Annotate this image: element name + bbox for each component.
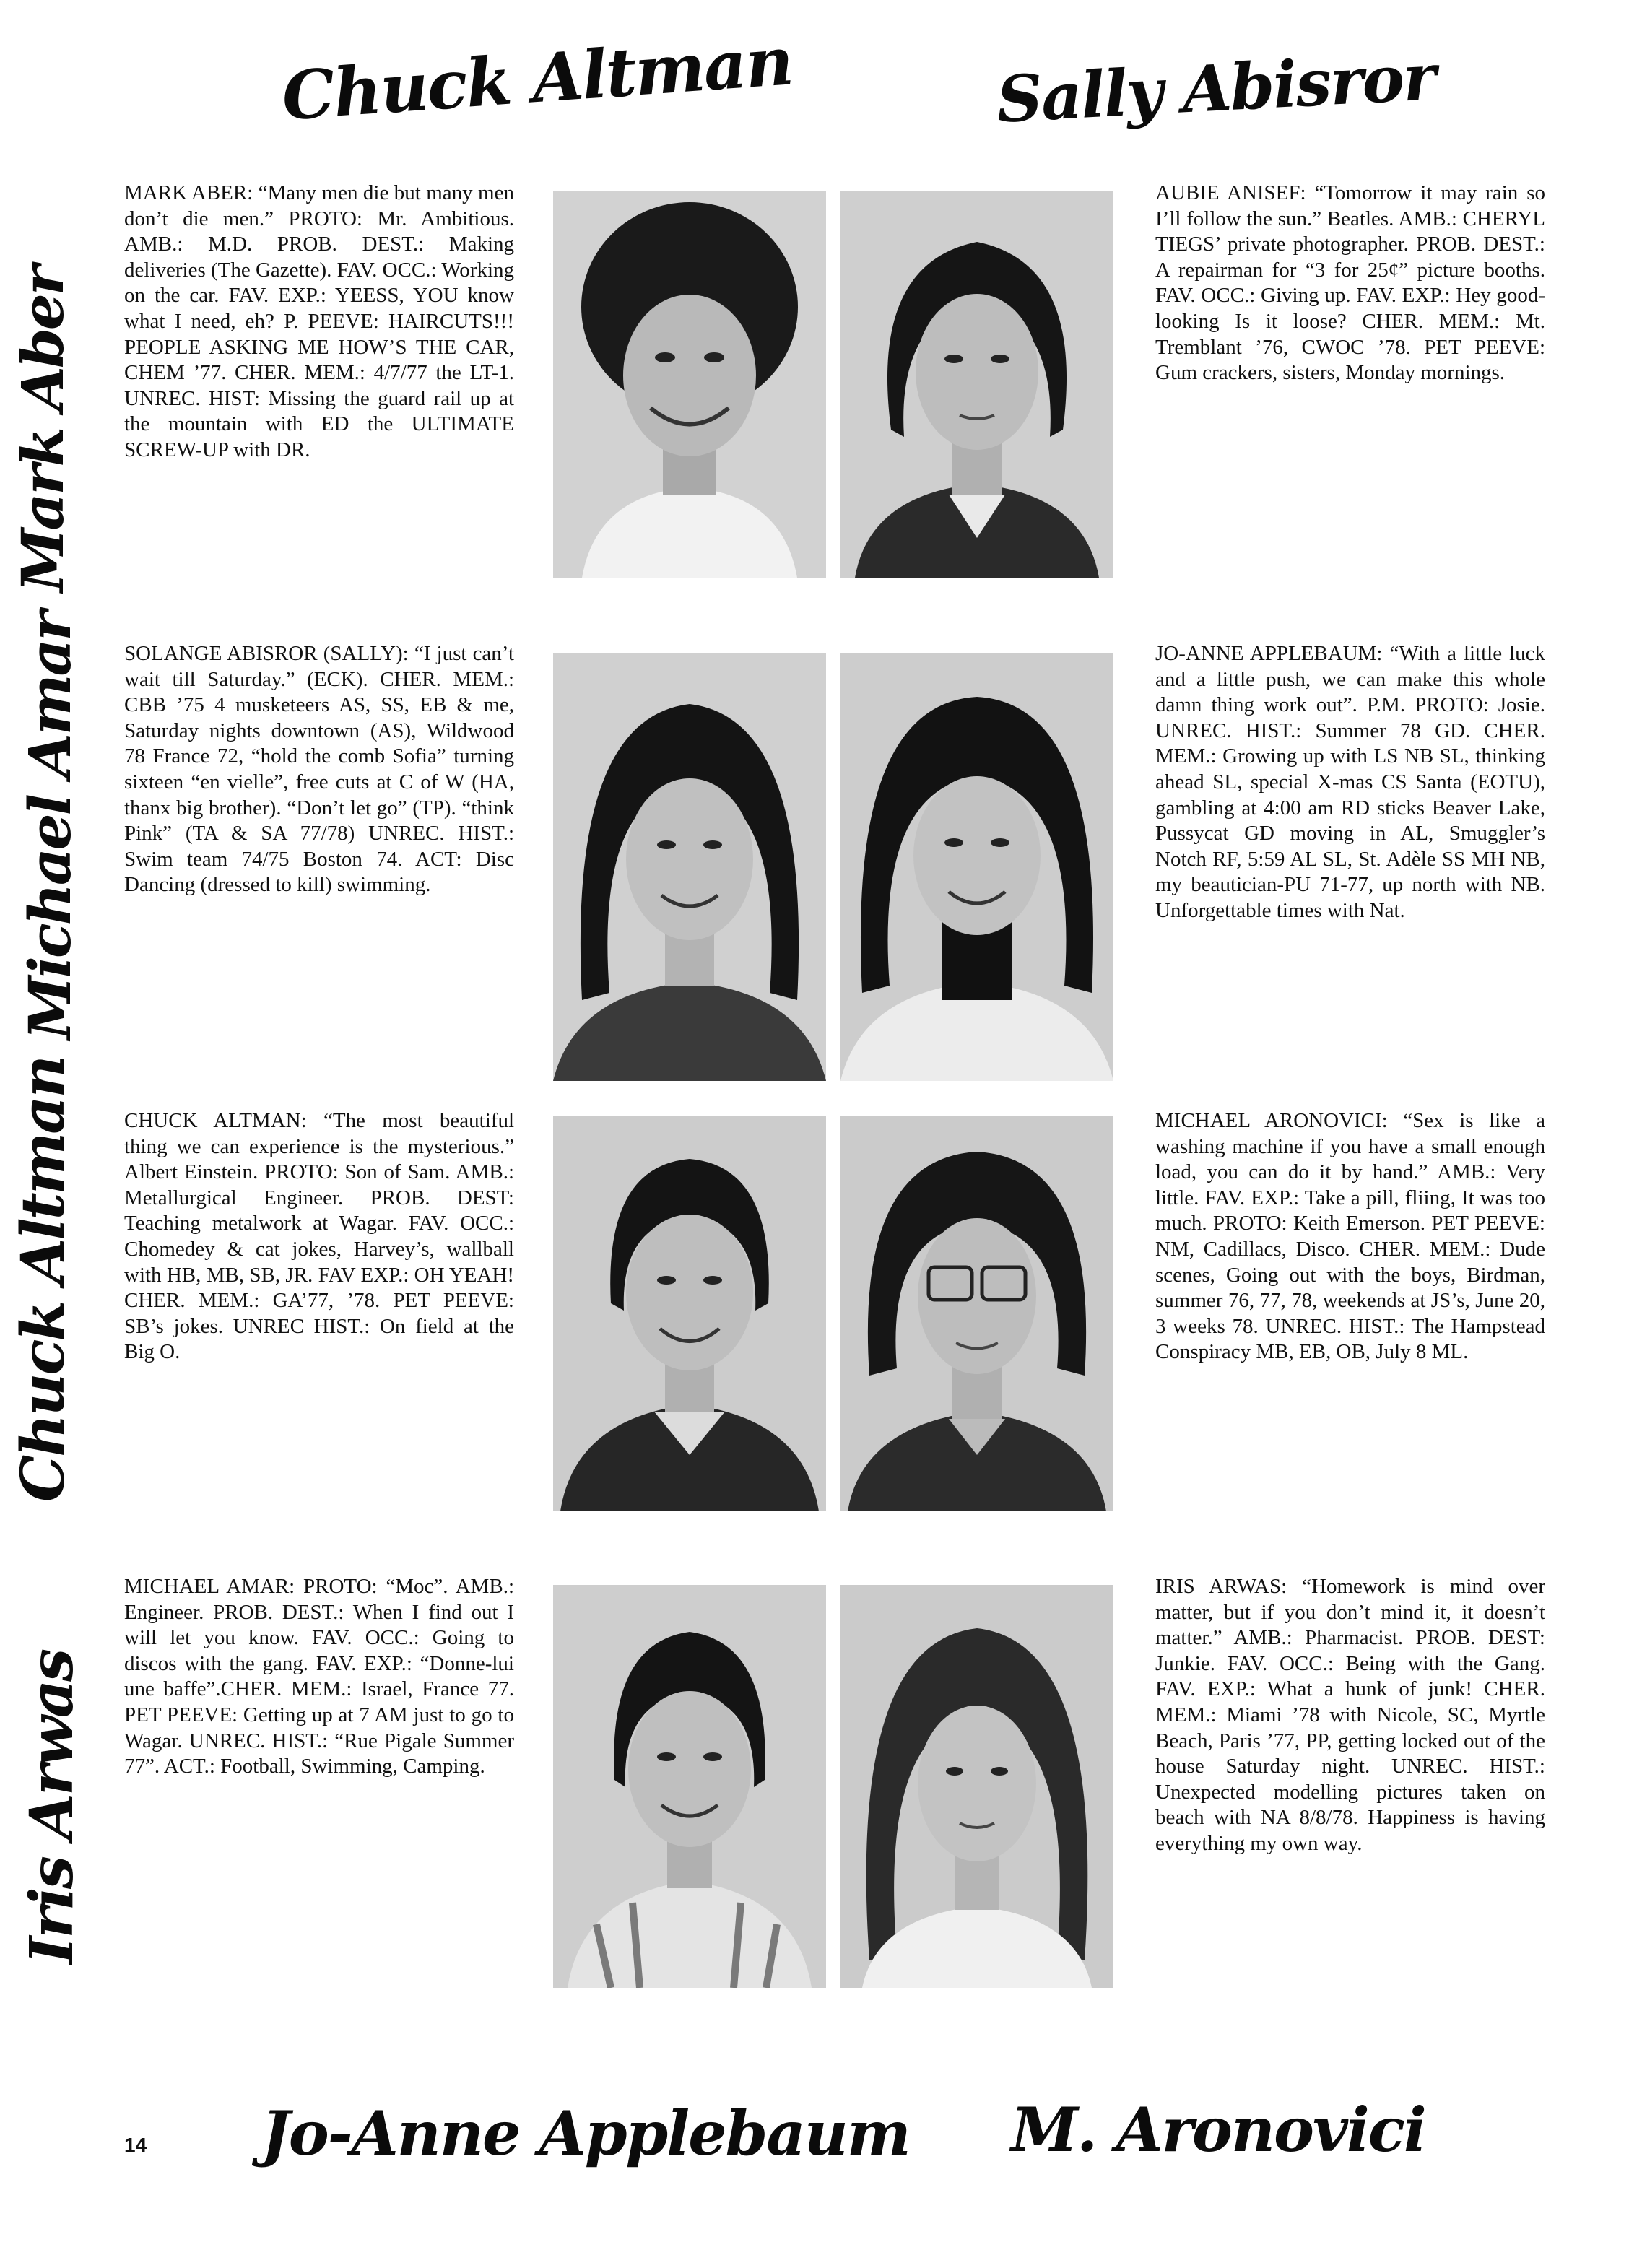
bio-michael-aronovici: MICHAEL ARONOVICI: “Sex is like a washing machine if you have a small enough load, you can do it by hand.” AMB.: Very little. FAV. EXP.: Take a pill, fliing, It was too much. PROTO: Keith Emerson. PET PEEVE: NM, Cadillacs, Disco. CHER. MEM.: Dude scenes, Going out with the boys, Birdman, summer 76, 77, 78, weekends at JS’s, June 20, 3 weeks 78. UNREC. HIST.: The Hampstead Conspiracy MB, EB, OB, July 8 ML. xyxy=(1155,1109,1545,1364)
signature-top-left: Chuck Altman xyxy=(279,22,795,136)
bio-iris-arwas: IRIS ARWAS: “Homework is mind over matter, but if you don’t mind it, it doesn’t matter.” AMB.: Pharmacist. PROB. DEST: Junkie. FAV. OCC.: Being with the Gang. FAV. EXP.: What a hunk of junk! CHER. MEM.: Miami ’78 with Nicole, SC, Myrtle Beach, Paris ’77, PP, getting locked out of the house Saturday night. UNREC. HIST.: Unexpected modelling pictures taken on beach with NA 8/8/78. Happiness is having everything my own way. xyxy=(1155,1575,1545,1855)
portrait-michael-aronovici xyxy=(840,1116,1113,1511)
signature-side-2: Michael Amar xyxy=(16,612,84,1040)
portrait-aubie-anisef xyxy=(840,191,1113,578)
portrait-michael-amar xyxy=(553,1585,826,1988)
signature-side-3: Chuck Altman xyxy=(9,1057,78,1502)
bio-chuck-altman: CHUCK ALTMAN: “The most beautiful thing we can experience is the mysterious.” Albert Einstein. PROTO: Son of Sam. AMB.: Metallurgical Engineer. PROB. DEST: Teaching metalwork at Wagar. FAV. OCC.: Chomedey & cat jokes, Harvey’s, wallball with HB, MB, SB, JR. FAV EXP.: OH YEAH! CHER. MEM.: GA’77, ’78. PET PEEVE: SB’s jokes. UNREC HIST.: On field at the Big O. xyxy=(124,1109,514,1364)
bio-mark-aber: MARK ABER: “Many men die but many men don’t die men.” PROTO: Mr. Ambitious. AMB.: M.D. PROB. DEST.: Making deliveries (The Gazette). FAV. OCC.: Working on the car. FAV. EXP.: YEESS, YOU know what I need, eh? P. PEEVE: HAIRCUTS!!! PEOPLE ASKING ME HOW’S THE CAR, CHEM ’77. CHER. MEM.: 4/7/77 the LT-1. UNREC. HIST: Missing the guard rail up at the mountain with ED the ULTIMATE SCREW-UP with DR. xyxy=(124,181,514,461)
signature-side-4: Iris Arwas xyxy=(17,1650,87,1964)
portrait-mark-aber xyxy=(553,191,826,578)
portrait-solange-abisror xyxy=(553,653,826,1081)
bio-solange-abisror: SOLANGE ABISROR (SALLY): “I just can’t wait till Saturday.” (ECK). CHER. MEM.: CBB ’75 4 musketeers AS, SS, EB & me, Saturday nights downtown (AS), Wildwood 78 France 72, “hold the comb Sofia” turning sixteen “en vielle”, free cuts at C of W (HA, thanx big brother). “Don’t let go” (TP). “think Pink” (TA & SA 77/78) UNREC. HIST.: Swim team 74/75 Boston 74. ACT: Disc Dancing (dressed to kill) swimming. xyxy=(124,642,514,897)
bio-jo-anne-applebaum: JO-ANNE APPLEBAUM: “With a little luck and a little push, we can make this whole damn thing work out”. P.M. PROTO: Josie. UNREC. HIST.: Summer 78 GD. CHER. MEM.: Growing up with LS NB SL, thinking ahead SL, special X-mas CS Santa (EOTU), gambling at 4:00 am RD sticks Beaver Lake, Pussycat GD moving in AL, Smuggler’s Notch RF, 5:59 AL SL, St. Adèle SS MH NB, my beautician-PU 71-77, up north with NB. Unforgettable times with Nat. xyxy=(1155,642,1545,922)
bio-aubie-anisef: AUBIE ANISEF: “Tomorrow it may rain so I’ll follow the sun.” Beatles. AMB.: CHERYL TIEGS’ private photographer. PROB. DEST.: A repairman for “3 for 25¢” picture booths. FAV. OCC.: Giving up. FAV. EXP.: Hey good-looking Is it loose? CHER. MEM.: Mt. Tremblant ’76, CWOC ’78. PET PEEVE: Gum crackers, sisters, Monday mornings. xyxy=(1155,181,1545,385)
signature-bottom-right: M. Aronovici xyxy=(1011,2094,1425,2165)
portrait-chuck-altman xyxy=(553,1116,826,1511)
page-number: 14 xyxy=(124,2134,147,2156)
portrait-jo-anne-applebaum xyxy=(840,653,1113,1081)
bio-michael-amar: MICHAEL AMAR: PROTO: “Moc”. AMB.: Engineer. PROB. DEST.: When I find out I will let you know. FAV. OCC.: Going to discos with the gang. FAV. EXP.: “Donne-lui une baffe”.CHER. MEM.: Israel, France 77. PET PEEVE: Getting up at 7 AM just to go to Wagar. UNREC. HIST.: “Rue Pigale Summer 77”. ACT.: Football, Swimming, Camping. xyxy=(124,1575,514,1778)
signature-top-right: Sally Abisror xyxy=(994,39,1437,137)
signature-bottom-left: Jo-Anne Applebaum xyxy=(261,2098,910,2169)
signature-side-1: Mark Aber xyxy=(9,267,77,592)
portrait-iris-arwas xyxy=(840,1585,1113,1988)
